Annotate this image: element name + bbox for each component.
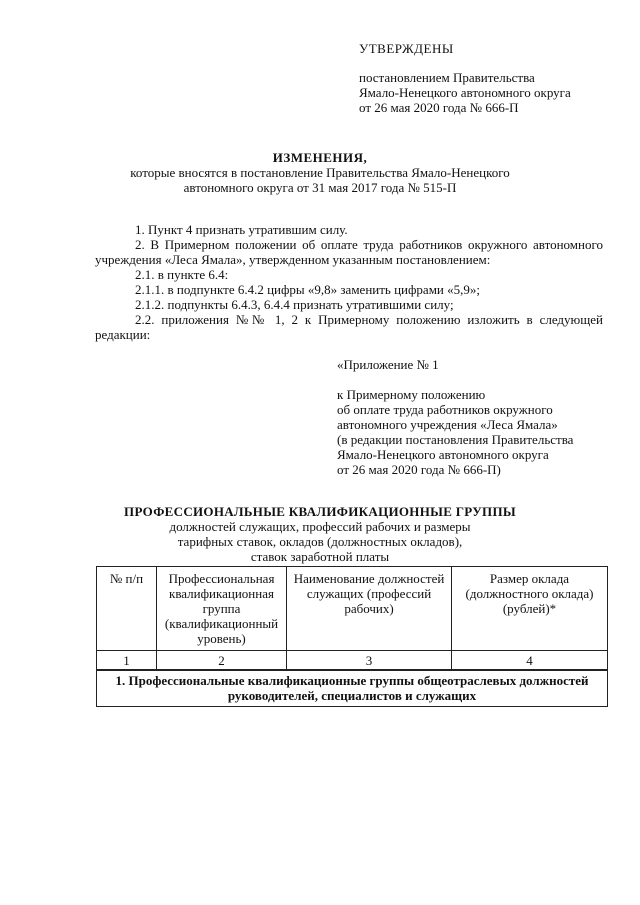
table-cell: 3 bbox=[287, 651, 452, 671]
table-header-cell: Размер оклада (должностного оклада) (рублей)* bbox=[452, 567, 608, 651]
table-header-row bbox=[97, 567, 608, 651]
appendix-line: автономного учреждения «Леса Ямала» bbox=[337, 417, 558, 432]
table-number-row bbox=[97, 651, 608, 671]
table-cell: 2 bbox=[157, 651, 287, 671]
table-cell: 4 bbox=[452, 651, 608, 671]
section-line: ставок заработной платы bbox=[250, 549, 390, 564]
appendix-line: от 26 мая 2020 года № 666-П) bbox=[337, 462, 501, 477]
heading-line: которые вносятся в постановление Правительства Ямало-Ненецкого bbox=[130, 165, 510, 180]
approval-line: постановлением Правительства bbox=[359, 70, 535, 85]
heading-line: автономного округа от 31 мая 2017 года № 515-П bbox=[183, 180, 457, 195]
appendix-line: (в редакции постановления Правительства bbox=[337, 432, 574, 447]
table-header-cell: Наименование должностей служащих (профессий рабочих) bbox=[287, 567, 452, 651]
paragraph: 2. В Примерном положении об оплате труда работников окружного автономного учреждения «Леса Ямала», утвержденном указанным постановлением: bbox=[95, 237, 603, 267]
paragraph: 2.1. в пункте 6.4: bbox=[135, 267, 229, 282]
section-heading bbox=[0, 504, 640, 564]
section-line: должностей служащих, профессий рабочих и размеры bbox=[169, 519, 471, 534]
appendix-line: Ямало-Ненецкого автономного округа bbox=[337, 447, 549, 462]
appendix-title: «Приложение № 1 bbox=[337, 357, 439, 372]
table-header-cell: № п/п bbox=[97, 567, 157, 651]
document-heading bbox=[0, 150, 640, 195]
qualification-table bbox=[96, 566, 608, 707]
document-title: ИЗМЕНЕНИЯ, bbox=[272, 150, 368, 165]
group-title: 1. Профессиональные квалификационные группы общеотраслевых должностей руководителей, специалистов и служащих bbox=[97, 670, 608, 707]
approval-line: Ямало-Ненецкого автономного округа bbox=[359, 85, 571, 100]
document-body bbox=[95, 222, 603, 342]
table-header-cell: Профессиональная квалификационная группа (квалификационный уровень) bbox=[157, 567, 287, 651]
section-title: ПРОФЕССИОНАЛЬНЫЕ КВАЛИФИКАЦИОННЫЕ ГРУППЫ bbox=[124, 504, 516, 519]
paragraph: 2.1.2. подпункты 6.4.3, 6.4.4 признать утратившими силу; bbox=[135, 297, 454, 312]
spacer bbox=[337, 372, 607, 387]
appendix-stamp bbox=[337, 357, 607, 477]
appendix-line: об оплате труда работников окружного bbox=[337, 402, 553, 417]
appendix-line: к Примерному положению bbox=[337, 387, 486, 402]
approval-stamp bbox=[359, 41, 629, 115]
section-line: тарифных ставок, окладов (должностных окладов), bbox=[177, 534, 463, 549]
paragraph: 2.1.1. в подпункте 6.4.2 цифры «9,8» заменить цифрами «5,9»; bbox=[135, 282, 480, 297]
approval-line: от 26 мая 2020 года № 666-П bbox=[359, 100, 519, 115]
table-cell: 1 bbox=[97, 651, 157, 671]
table-group-row bbox=[97, 670, 608, 707]
paragraph: 2.2. приложения №№ 1, 2 к Примерному положению изложить в следующей редакции: bbox=[95, 312, 603, 342]
approval-title: УТВЕРЖДЕНЫ bbox=[359, 41, 454, 56]
paragraph: 1. Пункт 4 признать утратившим силу. bbox=[135, 222, 348, 237]
